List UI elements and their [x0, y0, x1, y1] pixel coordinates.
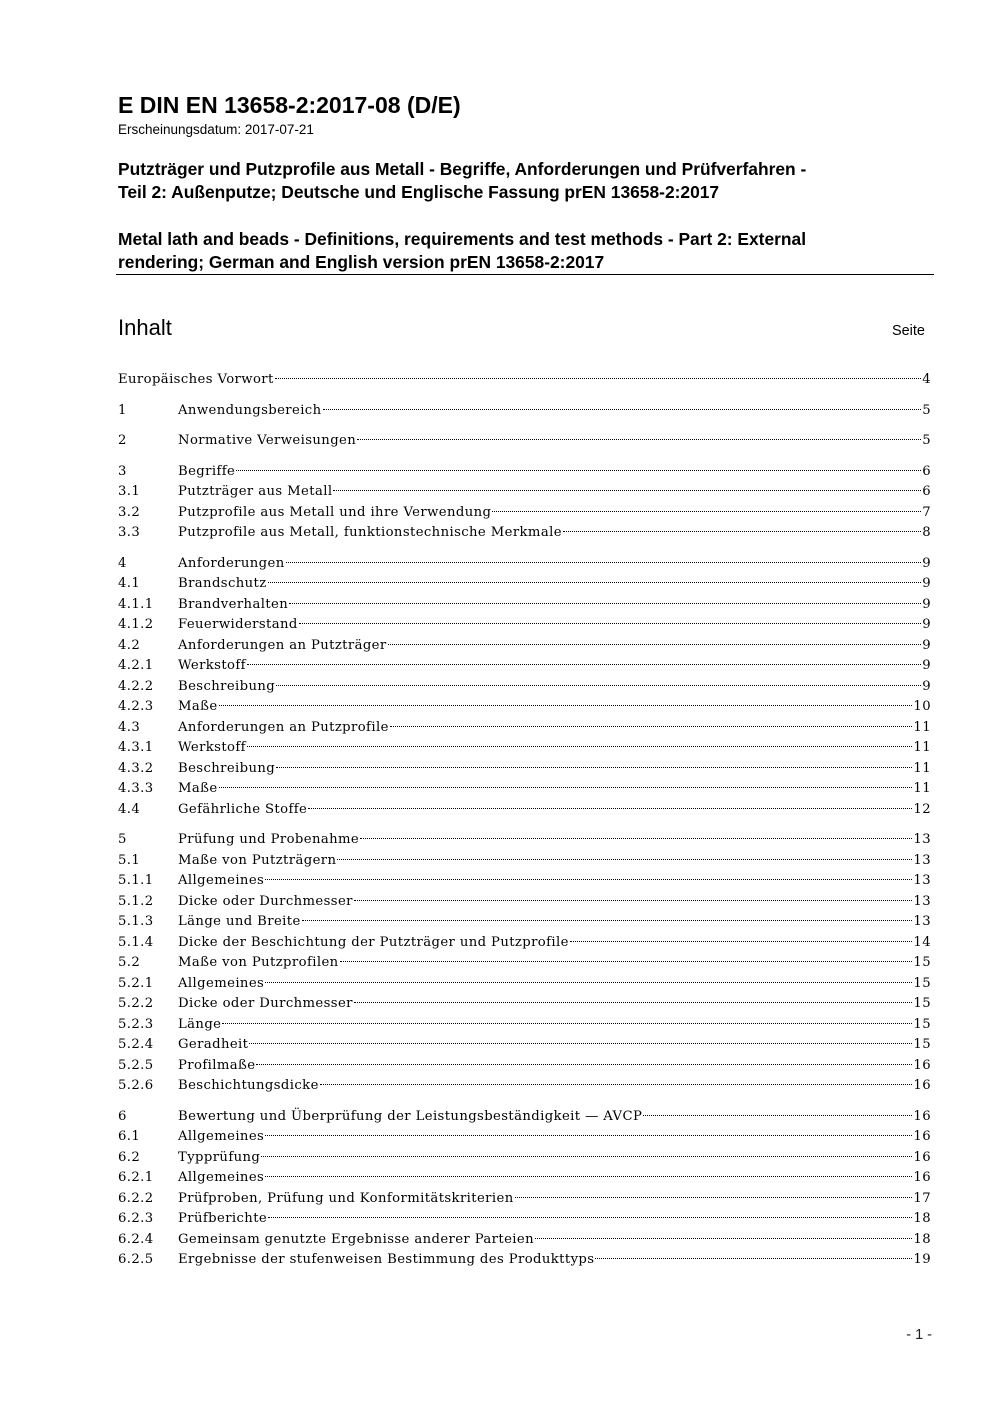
toc-entry-label: Feuerwiderstand — [178, 617, 298, 632]
toc-entry-page: 9 — [922, 555, 931, 571]
toc-entry-page: 19 — [913, 1252, 931, 1267]
toc-entry[interactable] — [118, 718, 931, 739]
toc-entry-page: 9 — [922, 596, 931, 612]
toc-entry-page: 9 — [922, 678, 931, 694]
toc-entry-label: Anforderungen an Putzträger — [178, 637, 387, 653]
toc-entry-page: 14 — [913, 934, 931, 950]
toc-entry-label: Ergebnisse der stufenweisen Bestimmung des Produkttyps — [178, 1252, 595, 1267]
toc-entry[interactable] — [118, 1107, 931, 1128]
toc-entry[interactable] — [118, 523, 931, 544]
toc-entry[interactable] — [118, 1250, 931, 1271]
toc-dot-leader — [340, 961, 913, 962]
toc-entry-label: Putzprofile aus Metall, funktionstechnische Merkmale — [178, 525, 562, 540]
toc-entry-label: Allgemeines — [178, 975, 265, 991]
toc-entry-label: Maße — [178, 781, 218, 796]
toc-entry-page: 11 — [913, 760, 931, 776]
toc-entry-number: 5.2.4 — [118, 1037, 154, 1052]
toc-entry-label: Brandverhalten — [178, 596, 289, 612]
toc-entry-page: 4 — [922, 372, 931, 387]
toc-entry[interactable] — [118, 830, 931, 851]
toc-entry-number: 5.1 — [118, 852, 141, 868]
toc-dot-leader — [265, 1135, 912, 1136]
toc-dot-leader — [535, 1238, 912, 1239]
toc-entry-page: 15 — [913, 1016, 931, 1032]
toc-dot-leader — [320, 1084, 913, 1085]
toc-entry-page: 6 — [922, 484, 931, 499]
toc-dot-leader — [247, 664, 921, 665]
toc-entry-number: 5.1.1 — [118, 873, 154, 888]
toc-entry-number: 5.1.3 — [118, 914, 154, 929]
toc-entry-label: Maße von Putzprofilen — [178, 955, 339, 970]
toc-entry-page: 17 — [913, 1190, 931, 1206]
toc-entry-number: 4.3.3 — [118, 781, 154, 796]
toc-entry-page: 6 — [922, 463, 931, 479]
toc-entry-number: 4.4 — [118, 801, 141, 817]
toc-entry-page: 5 — [922, 433, 931, 448]
toc-entry[interactable] — [118, 759, 931, 780]
toc-entry[interactable] — [118, 933, 931, 954]
toc-entry-number: 6.2.1 — [118, 1170, 154, 1185]
toc-dot-leader — [563, 531, 921, 532]
toc-dot-leader — [388, 644, 922, 645]
toc-entry-page: 18 — [913, 1211, 931, 1226]
toc-entry-page: 15 — [913, 975, 931, 991]
toc-entry-page: 11 — [913, 740, 931, 755]
toc-entry-number: 6.2 — [118, 1149, 141, 1165]
toc-entry-label: Dicke oder Durchmesser — [178, 996, 353, 1011]
toc-entry-number: 6 — [118, 1108, 127, 1124]
toc-entry-label: Allgemeines — [178, 1170, 265, 1185]
toc-entry[interactable] — [118, 482, 931, 503]
title-german — [118, 158, 918, 204]
toc-dot-leader — [219, 787, 913, 788]
toc-entry-number: 4 — [118, 555, 127, 571]
toc-entry-number: 4.3 — [118, 719, 141, 735]
toc-dot-leader — [308, 808, 912, 809]
toc-entry-label: Werkstoff — [178, 740, 246, 755]
toc-dot-leader — [643, 1115, 912, 1116]
toc-dot-leader — [249, 1043, 912, 1044]
header-divider — [116, 274, 934, 275]
toc-dot-leader — [265, 879, 912, 880]
toc-dot-leader — [275, 378, 922, 379]
toc-entry[interactable] — [118, 656, 931, 677]
toc-entry-number: 5.2 — [118, 955, 141, 970]
toc-entry[interactable] — [118, 800, 931, 821]
toc-dot-leader — [219, 705, 913, 706]
toc-entry-label: Putzprofile aus Metall und ihre Verwendung — [178, 504, 492, 520]
toc-entry-page: 11 — [913, 781, 931, 796]
toc-entry-number: 4.2 — [118, 637, 141, 653]
toc-entry[interactable] — [118, 1015, 931, 1036]
toc-entry-number: 4.2.1 — [118, 658, 154, 673]
toc-entry-label: Anwendungsbereich — [178, 402, 322, 418]
toc-entry-page: 7 — [922, 504, 931, 520]
toc-entry[interactable] — [118, 401, 931, 422]
toc-entry-page: 13 — [913, 893, 931, 909]
toc-entry-number: 6.2.3 — [118, 1211, 154, 1226]
toc-entry-number: 4.3.1 — [118, 740, 154, 755]
toc-heading: Inhalt — [118, 315, 172, 340]
toc-entry-label: Gemeinsam genutzte Ergebnisse anderer Parteien — [178, 1231, 534, 1247]
toc-entry-number: 4.1.1 — [118, 596, 154, 612]
toc-entry-number: 5.2.5 — [118, 1057, 154, 1073]
toc-entry[interactable] — [118, 554, 931, 575]
toc-entry[interactable] — [118, 370, 931, 391]
toc-dot-leader — [302, 920, 913, 921]
toc-dot-leader — [570, 941, 913, 942]
toc-entry-number: 5.2.3 — [118, 1016, 154, 1032]
toc-entry-number: 5.2.6 — [118, 1078, 154, 1093]
toc-dot-leader — [276, 685, 921, 686]
toc-entry-label: Maße — [178, 699, 218, 714]
toc-dot-leader — [289, 603, 921, 604]
toc-entry-page: 9 — [922, 658, 931, 673]
toc-dot-leader — [492, 511, 921, 512]
toc-entry-page: 13 — [913, 852, 931, 868]
toc-entry-number: 3.2 — [118, 504, 141, 520]
toc-entry-label: Allgemeines — [178, 873, 265, 888]
toc-entry[interactable] — [118, 974, 931, 995]
toc-entry-page: 8 — [922, 525, 931, 540]
toc-entry[interactable] — [118, 595, 931, 616]
toc-entry-label: Gefährliche Stoffe — [178, 801, 308, 817]
toc-entry[interactable] — [118, 892, 931, 913]
toc-entry-label: Maße von Putzträgern — [178, 852, 337, 868]
toc-entry[interactable] — [118, 912, 931, 933]
toc-entry-label: Allgemeines — [178, 1129, 265, 1144]
toc-dot-leader — [595, 1258, 912, 1259]
toc-entry-number: 4.2.3 — [118, 699, 154, 714]
toc-dot-leader — [247, 746, 912, 747]
toc-entry-page: 13 — [913, 914, 931, 929]
toc-entry-page: 13 — [913, 832, 931, 847]
toc-entry-page: 15 — [913, 1037, 931, 1052]
toc-dot-leader — [515, 1197, 913, 1198]
toc-entry-number: 5.1.4 — [118, 934, 154, 950]
toc-entry-number: 3.3 — [118, 525, 141, 540]
toc-entry-label: Dicke der Beschichtung der Putzträger und Putzprofile — [178, 934, 569, 950]
toc-entry-label: Prüfberichte — [178, 1211, 268, 1226]
toc-dot-leader — [299, 623, 921, 624]
toc-entry-label: Profilmaße — [178, 1057, 256, 1073]
toc-dot-leader — [354, 900, 913, 901]
toc-entry-label: Brandschutz — [178, 576, 267, 591]
toc-entry-number: 3 — [118, 463, 127, 479]
page-number: - 1 - — [906, 1327, 932, 1343]
toc-dot-leader — [337, 859, 912, 860]
title-german-line-1: Putzträger und Putzprofile aus Metall - Begriffe, Anforderungen und Prüfverfahren - — [118, 159, 807, 179]
toc-dot-leader — [236, 470, 921, 471]
toc-entry-page: 16 — [913, 1057, 931, 1073]
toc-dot-leader — [261, 1156, 912, 1157]
toc-entry-label: Typprüfung — [178, 1149, 261, 1165]
toc-entry-number: 6.2.2 — [118, 1190, 154, 1206]
toc-entry-page: 9 — [922, 637, 931, 653]
toc-entry-page: 16 — [913, 1170, 931, 1185]
table-of-contents — [118, 370, 931, 1271]
toc-page-column-label: Seite — [891, 323, 925, 339]
toc-entry-page: 12 — [913, 801, 931, 817]
toc-dot-leader — [268, 582, 922, 583]
publication-date: Erscheinungsdatum: 2017-07-21 — [118, 122, 314, 137]
toc-entry-number: 6.1 — [118, 1129, 141, 1144]
toc-entry-number: 6.2.5 — [118, 1252, 154, 1267]
toc-entry[interactable] — [118, 574, 931, 595]
toc-dot-leader — [323, 409, 922, 410]
toc-entry-label: Geradheit — [178, 1037, 249, 1052]
toc-entry[interactable] — [118, 1168, 931, 1189]
toc-entry[interactable] — [118, 1056, 931, 1077]
toc-entry-label: Normative Verweisungen — [178, 433, 357, 448]
toc-entry-number: 5.2.1 — [118, 975, 154, 991]
toc-entry-label: Europäisches Vorwort — [118, 372, 274, 387]
toc-entry[interactable] — [118, 462, 931, 483]
toc-entry-number: 5.1.2 — [118, 893, 154, 909]
toc-entry-page: 15 — [913, 996, 931, 1011]
toc-entry-number: 4.3.2 — [118, 760, 154, 776]
title-german-line-2: Teil 2: Außenputze; Deutsche und Englische Fassung prEN 13658-2:2017 — [118, 182, 720, 202]
toc-entry[interactable] — [118, 636, 931, 657]
toc-entry-page: 15 — [913, 955, 931, 970]
toc-entry-number: 5.2.2 — [118, 996, 154, 1011]
title-english — [118, 228, 918, 274]
toc-entry-label: Begriffe — [178, 463, 236, 479]
toc-dot-leader — [333, 490, 921, 491]
toc-dot-leader — [265, 1176, 912, 1177]
toc-entry-number: 4.1 — [118, 576, 141, 591]
toc-entry-page: 13 — [913, 873, 931, 888]
toc-entry-number: 4.2.2 — [118, 678, 154, 694]
toc-entry[interactable] — [118, 1035, 931, 1056]
toc-entry-label: Dicke oder Durchmesser — [178, 893, 353, 909]
toc-entry[interactable] — [118, 1127, 931, 1148]
toc-entry-page: 16 — [913, 1129, 931, 1144]
toc-entry[interactable] — [118, 677, 931, 698]
toc-dot-leader — [354, 1002, 913, 1003]
toc-dot-leader — [357, 439, 921, 440]
toc-entry[interactable] — [118, 953, 931, 974]
toc-entry-label: Länge — [178, 1016, 222, 1032]
toc-entry-label: Länge und Breite — [178, 914, 301, 929]
toc-entry-label: Prüfproben, Prüfung und Konformitätskriterien — [178, 1190, 514, 1206]
toc-entry-number: 1 — [118, 402, 127, 418]
toc-entry-number: 2 — [118, 433, 127, 448]
toc-entry-page: 5 — [922, 402, 931, 418]
toc-dot-leader — [265, 982, 912, 983]
toc-dot-leader — [276, 767, 912, 768]
toc-entry-label: Putzträger aus Metall — [178, 484, 333, 499]
toc-dot-leader — [360, 838, 912, 839]
toc-dot-leader — [256, 1064, 912, 1065]
title-english-line-1: Metal lath and beads - Definitions, requirements and test methods - Part 2: External — [118, 229, 807, 249]
toc-entry-number: 5 — [118, 832, 127, 847]
toc-entry[interactable] — [118, 738, 931, 759]
toc-dot-leader — [286, 562, 922, 563]
toc-entry[interactable] — [118, 1230, 931, 1251]
toc-entry[interactable] — [118, 1189, 931, 1210]
toc-entry-page: 18 — [913, 1231, 931, 1247]
toc-entry-number: 3.1 — [118, 484, 141, 499]
toc-entry-label: Prüfung und Probenahme — [178, 832, 360, 847]
toc-entry[interactable] — [118, 431, 931, 452]
toc-entry-page: 11 — [913, 719, 931, 735]
toc-entry-label: Beschichtungsdicke — [178, 1078, 319, 1093]
toc-entry[interactable] — [118, 871, 931, 892]
toc-entry-page: 16 — [913, 1108, 931, 1124]
toc-entry-label: Bewertung und Überprüfung der Leistungsbeständigkeit — AVCP — [178, 1108, 643, 1124]
toc-entry-page: 10 — [913, 699, 931, 714]
toc-entry[interactable] — [118, 779, 931, 800]
toc-entry-page: 16 — [913, 1149, 931, 1165]
toc-entry-page: 9 — [922, 576, 931, 591]
toc-entry-label: Beschreibung — [178, 760, 276, 776]
toc-entry-label: Anforderungen an Putzprofile — [178, 719, 389, 735]
toc-entry[interactable] — [118, 615, 931, 636]
toc-entry-page: 9 — [922, 617, 931, 632]
toc-entry-number: 6.2.4 — [118, 1231, 154, 1247]
toc-dot-leader — [390, 726, 913, 727]
toc-entry-label: Anforderungen — [178, 555, 285, 571]
document-id: E DIN EN 13658-2:2017-08 (D/E) — [118, 92, 461, 118]
toc-entry[interactable] — [118, 1209, 931, 1230]
toc-entry-label: Beschreibung — [178, 678, 276, 694]
toc-entry[interactable] — [118, 503, 931, 524]
toc-entry[interactable] — [118, 1076, 931, 1097]
toc-entry[interactable] — [118, 851, 931, 872]
toc-entry[interactable] — [118, 697, 931, 718]
toc-dot-leader — [268, 1217, 912, 1218]
toc-entry-number: 4.1.2 — [118, 617, 154, 632]
toc-entry-label: Werkstoff — [178, 658, 246, 673]
title-english-line-2: rendering; German and English version prEN 13658-2:2017 — [118, 252, 605, 272]
toc-entry[interactable] — [118, 994, 931, 1015]
toc-dot-leader — [222, 1023, 912, 1024]
toc-entry-page: 16 — [913, 1078, 931, 1093]
toc-entry[interactable] — [118, 1148, 931, 1169]
